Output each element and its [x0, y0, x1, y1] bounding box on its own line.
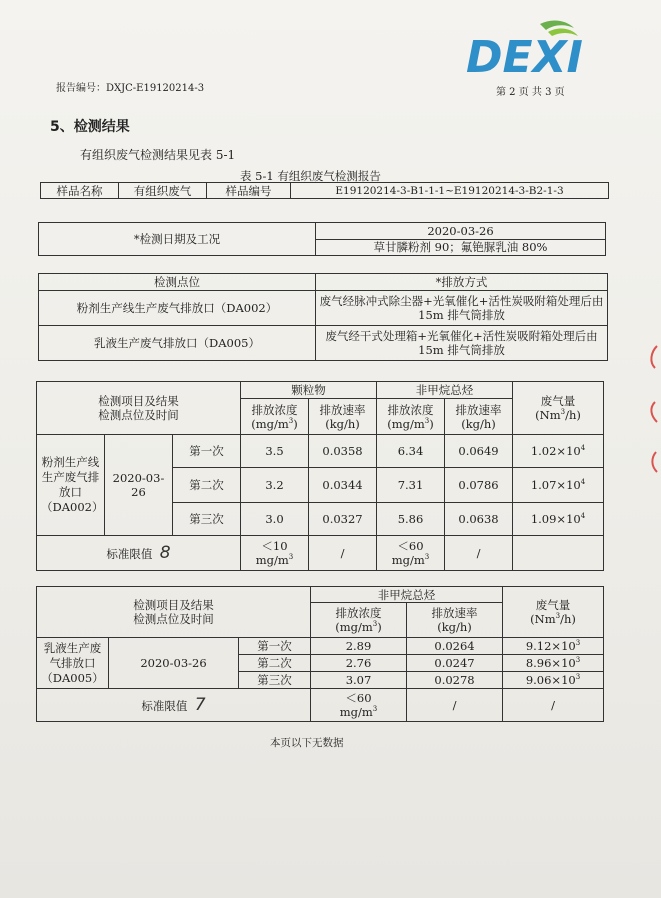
- point-da005: 乳液生产废气排放口（DA005）: [39, 326, 316, 361]
- da005-results-table: [36, 586, 604, 722]
- cell-value: $1.07\times 10^4$: [513, 468, 604, 503]
- cell-value: 0.0786: [445, 468, 513, 503]
- table-row: 第二次: [239, 655, 311, 672]
- method-header: *排放方式: [316, 274, 608, 291]
- da002-limit-pm-rate: /: [309, 536, 377, 571]
- da005-header-items: 检测项目及结果: [133, 598, 214, 612]
- da002-nm-rate-header: 排放速率 (kg/h): [445, 399, 513, 435]
- svg-text:DEXI: DEXI: [466, 32, 583, 82]
- dexi-logo: [462, 18, 607, 82]
- da005-flow-label: 废气量: [535, 598, 571, 612]
- da005-limit-nm-rate: /: [407, 689, 503, 722]
- da005-nmhc-header: 非甲烷总烃: [311, 587, 503, 603]
- da005-limit-nm-conc: ＜60 $mg/m^3$: [311, 689, 407, 722]
- da005-flow-unit: (Nm$^3$/h): [530, 612, 576, 626]
- working-condition: 草甘膦粉剂 90；氟铯脲乳油 80%: [316, 239, 606, 256]
- da002-header-points: 检测点位及时间: [98, 408, 179, 422]
- cell-value: $9.12\times 10^3$: [503, 638, 604, 655]
- date-condition-table: [38, 222, 606, 256]
- da005-nm-rate-header: 排放速率 (kg/h): [407, 603, 503, 638]
- cell-value: $1.09\times 10^4$: [513, 503, 604, 536]
- da005-header-points: 检测点位及时间: [133, 612, 214, 626]
- cell-value: 5.86: [377, 503, 445, 536]
- cell-value: 6.34: [377, 435, 445, 468]
- cell-value: 0.0638: [445, 503, 513, 536]
- sample-code-value: E19120214-3-B1-1-1~E19120214-3-B2-1-3: [291, 183, 609, 199]
- cell-value: 0.0278: [407, 672, 503, 689]
- handwritten-signature: 7: [194, 694, 206, 715]
- cell-value: 0.0358: [309, 435, 377, 468]
- da005-flow-header: [503, 587, 604, 638]
- da005-date-cell: 2020-03-26: [109, 638, 239, 689]
- da002-flow-unit: (Nm$^3$/h): [535, 408, 581, 422]
- table-row: 第一次: [239, 638, 311, 655]
- sample-info-table: [40, 182, 609, 199]
- method-da005: 废气经干式处理箱+光氧催化+活性炭吸附箱处理后由 15m 排气筒排放: [316, 326, 608, 361]
- page-info: 第 2 页 共 3 页: [496, 87, 565, 98]
- da002-point-cell: 粉剂生产线生产废气排放口（DA002）: [37, 435, 105, 536]
- cell-value: 0.0344: [309, 468, 377, 503]
- cell-value: 2.76: [311, 655, 407, 672]
- da005-header-cell: [37, 587, 311, 638]
- da005-limit-flow: /: [503, 689, 604, 722]
- da005-point-cell: 乳液生产废气排放口（DA005）: [37, 638, 109, 689]
- sample-name-value: 有组织废气: [119, 183, 207, 199]
- cell-value: 0.0264: [407, 638, 503, 655]
- cell-value: 7.31: [377, 468, 445, 503]
- date-condition-label: *检测日期及工况: [39, 223, 316, 256]
- handwritten-signature: 8: [159, 542, 171, 563]
- report-number: 报告编号：DXJC-E19120214-3: [56, 83, 205, 94]
- table-caption: 表 5-1 有组织废气检测报告: [240, 169, 381, 183]
- cell-value: $8.96\times 10^3$: [503, 655, 604, 672]
- cell-value: 2.89: [311, 638, 407, 655]
- method-da002: 废气经脉冲式除尘器+光氧催化+活性炭吸附箱处理后由 15m 排气筒排放: [316, 291, 608, 326]
- point-da002: 粉剂生产线生产废气排放口（DA002）: [39, 291, 316, 326]
- cell-value: 3.0: [241, 503, 309, 536]
- table-row: 第一次: [173, 435, 241, 468]
- intro-text: 有组织废气检测结果见表 5-1: [80, 148, 236, 162]
- da002-limit-nm-rate: /: [445, 536, 513, 571]
- section-title: 5、检测结果: [50, 119, 130, 135]
- cell-value: 3.07: [311, 672, 407, 689]
- da005-limit-label: 标准限值 7: [37, 689, 311, 722]
- da005-nm-conc-header: 排放浓度 $(mg/m^3)$: [311, 603, 407, 638]
- red-stamp-edge: [643, 342, 661, 482]
- da002-limit-label: 标准限值 8: [37, 536, 241, 571]
- da002-date-cell: 2020-03-26: [105, 435, 173, 536]
- table-row: 第二次: [173, 468, 241, 503]
- cell-value: 3.2: [241, 468, 309, 503]
- da002-limit-flow: [513, 536, 604, 571]
- test-date: 2020-03-26: [316, 223, 606, 240]
- da002-limit-pm-conc: ＜10 $mg/m^3$: [241, 536, 309, 571]
- da002-results-table: [36, 381, 604, 571]
- da002-flow-header: [513, 382, 604, 435]
- cell-value: 3.5: [241, 435, 309, 468]
- da002-pm-conc-header: 排放浓度 $(mg/m^3)$: [241, 399, 309, 435]
- da002-header-items: 检测项目及结果: [98, 394, 179, 408]
- point-header: 检测点位: [39, 274, 316, 291]
- page-footer: 本页以下无数据: [270, 737, 344, 749]
- da002-flow-label: 废气量: [540, 394, 576, 408]
- cell-value: 0.0649: [445, 435, 513, 468]
- sample-name-label: 样品名称: [41, 183, 119, 199]
- da002-limit-nm-conc: ＜60 $mg/m^3$: [377, 536, 445, 571]
- discharge-method-table: [38, 273, 608, 361]
- da002-nm-conc-header: 排放浓度 $(mg/m^3)$: [377, 399, 445, 435]
- table-row: 第三次: [239, 672, 311, 689]
- da002-header-cell: [37, 382, 241, 435]
- cell-value: $1.02\times 10^4$: [513, 435, 604, 468]
- table-row: 第三次: [173, 503, 241, 536]
- cell-value: 0.0327: [309, 503, 377, 536]
- da002-nmhc-header: 非甲烷总烃: [377, 382, 513, 399]
- da002-particulate-header: 颗粒物: [241, 382, 377, 399]
- cell-value: 0.0247: [407, 655, 503, 672]
- da002-pm-rate-header: 排放速率 (kg/h): [309, 399, 377, 435]
- cell-value: $9.06\times 10^3$: [503, 672, 604, 689]
- sample-code-label: 样品编号: [207, 183, 291, 199]
